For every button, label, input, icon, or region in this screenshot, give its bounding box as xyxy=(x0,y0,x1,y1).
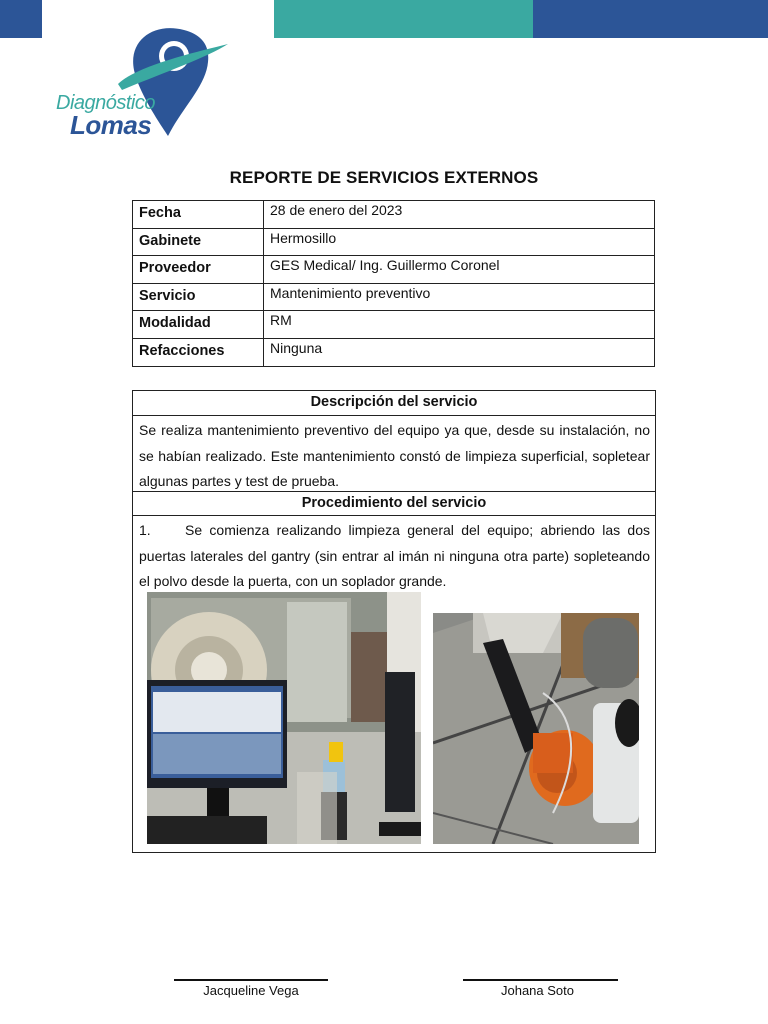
company-logo xyxy=(56,22,236,142)
procedure-step xyxy=(133,516,655,595)
info-label: Servicio xyxy=(133,283,264,311)
info-row xyxy=(133,338,655,366)
signature-name-1: Jacqueline Vega xyxy=(203,983,299,998)
procedure-heading: Procedimiento del servicio xyxy=(133,491,655,516)
info-label: Gabinete xyxy=(133,228,264,256)
report-info-table xyxy=(132,200,655,367)
info-row xyxy=(133,283,655,311)
report-title: REPORTE DE SERVICIOS EXTERNOS xyxy=(229,168,539,187)
leaf-blower-photo xyxy=(433,613,639,844)
signature-line-1 xyxy=(174,979,328,981)
info-label: Refacciones xyxy=(133,338,264,366)
info-value: RM xyxy=(264,311,655,339)
logo-wordmark-bottom: Lomas xyxy=(70,110,152,140)
description-heading: Descripción del servicio xyxy=(133,391,655,416)
info-value: Ninguna xyxy=(264,338,655,366)
info-value: 28 de enero del 2023 xyxy=(264,201,655,229)
header-bar-left xyxy=(0,0,42,38)
info-row xyxy=(133,256,655,284)
logo-wordmark-top: Diagnóstico xyxy=(56,92,156,114)
header-bar-teal xyxy=(274,0,533,38)
procedure-step-text: Se comienza realizando limpieza general del equipo; abriendo las dos puertas laterales del gantry (sin entrar al imán ni ninguna otra parte) sopleteando el polvo desde la puerta, con un soplador grande. xyxy=(139,522,650,589)
info-label: Proveedor xyxy=(133,256,264,284)
description-text: Se realiza mantenimiento preventivo del equipo ya que, desde su instalación, no se habían realizado. Este mantenimiento constó de limpieza superficial, sopletear algunas partes y test de prueba. xyxy=(139,422,650,489)
procedure-step-number: 1. xyxy=(139,522,151,538)
info-value: Hermosillo xyxy=(264,228,655,256)
info-label: Modalidad xyxy=(133,311,264,339)
info-row xyxy=(133,228,655,256)
signature-name-2: Johana Soto xyxy=(500,983,574,998)
info-value: Mantenimiento preventivo xyxy=(264,283,655,311)
info-label: Fecha xyxy=(133,201,264,229)
mri-control-room-photo xyxy=(147,592,421,844)
info-row xyxy=(133,311,655,339)
header-bar-right xyxy=(533,0,768,38)
signature-line-2 xyxy=(463,979,618,981)
info-row xyxy=(133,201,655,229)
info-value: GES Medical/ Ing. Guillermo Coronel xyxy=(264,256,655,284)
